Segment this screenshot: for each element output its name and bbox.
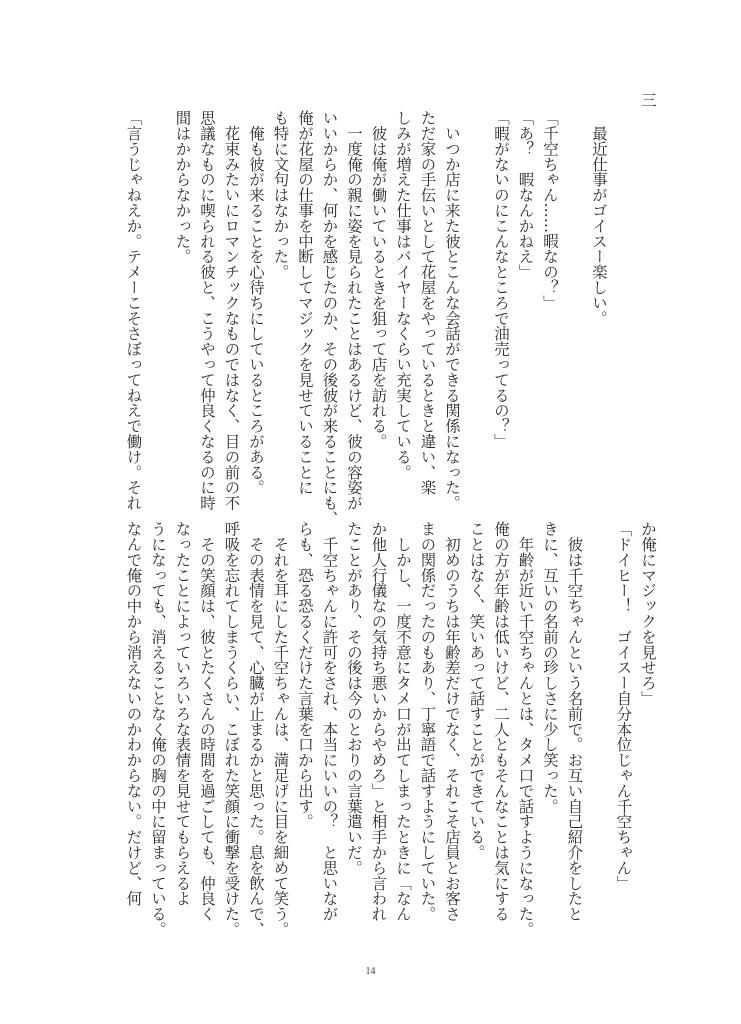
text-column: 俺の方が年齢は低いけど、二人ともそんなことは気にする	[492, 521, 510, 922]
text-column: しみが増えた仕事はバイヤーなくらい充実している。	[394, 110, 412, 480]
text-column: たことがあり、その後は今のとおりの言葉遣いだ。	[345, 521, 363, 876]
text-column: それを耳にした千空ちゃんは、満足げに目を細めて笑う。	[271, 521, 290, 937]
text-column: 彼は俺が働いているときを狙って店を訪れる。	[369, 110, 388, 449]
text-column: 千空ちゃんに許可をされ、本当にいいの？ と思いなが	[320, 521, 339, 922]
text-column: いつか店に来た彼とこんな会話ができる関係になった。	[443, 110, 461, 511]
text-column: らも、恐る恐るくだけた言葉を口から出す。	[296, 521, 314, 829]
page-number: 14	[365, 966, 376, 977]
text-column: 年齢が近い千空ちゃんとは、タメ口で話すようになった。	[516, 521, 535, 937]
text-column: 「ドイヒー！ ゴイスー自分本位じゃん千空ちゃん」	[614, 521, 633, 891]
text-column: か俺にマジックを見せろ」	[639, 521, 657, 706]
text-column: も特に文句はなかった。	[271, 110, 290, 280]
text-column: その表情を見て、心臓が止まるかと思った。息を飲んで、	[247, 521, 265, 937]
text-column: 俺も彼が来ることを心待ちにしているところがある。	[247, 110, 265, 495]
text-column: か他人行儀なの気持ち悪いからやめろ」と相手から言われ	[369, 521, 388, 922]
text-column: 「あ？ 暇なんかねえ」	[516, 110, 535, 280]
text-column: いいからか、何かを感じたのか、その後彼が来ることにも、	[320, 110, 339, 526]
text-column: ただ家の手伝いとして花屋をやっているときと違い、楽	[418, 110, 437, 495]
text-column: 「暇がないのにこんなところで油売ってるの？」	[492, 110, 510, 449]
text-column: 呼吸を忘れてしまうくらい、こぼれた笑顔に衝撃を受けた。	[222, 521, 241, 937]
text-column: 俺が花屋の仕事を中断してマジックを見せていることに	[296, 110, 314, 495]
text-column: なんで俺の中から消えないのかわからない。だけど、何	[124, 521, 143, 906]
text-column: その笑顔は、彼とたくさんの時間を過ごしても、仲良く	[198, 521, 216, 922]
text-column: なったことによっていろいろな表情を見せてもらえるよ	[173, 521, 192, 906]
text-column: 間はかからなかった。	[173, 110, 192, 264]
text-column: しかし、一度不意にタメ口が出てしまったときに「なん	[394, 521, 412, 922]
text-column: 一度俺の親に姿を見られたことはあるけど、彼の容姿が	[345, 110, 363, 511]
text-column: うになっても、消えることなく俺の胸の中に留まっている。	[149, 521, 167, 937]
text-column: 花束みたいにロマンチックなものではなく、目の前の不	[222, 110, 241, 511]
text-column: 彼は千空ちゃんという名前で。お互い自己紹介をしたと	[565, 521, 584, 922]
text-column: きに、互いの名前の珍しさに少し笑った。	[541, 521, 559, 814]
text-column: 思議なものに喫られる彼と、こうやって仲良くなるのに時	[198, 110, 216, 511]
text-column: まの関係だったのもあり、丁寧語で話すようにしていた。	[418, 521, 437, 922]
text-column: 初めのうちは年齢差だけでなく、それこそ店員とお客さ	[443, 521, 461, 922]
text-column: 最近仕事がゴイスー楽しい。	[590, 110, 608, 326]
text-column: 「千空ちゃん……暇なの？」	[541, 110, 559, 311]
chapter-heading: 三	[639, 92, 657, 108]
text-column: 「言うじゃねえか。テメーこそさぼってねえで働け。それ	[124, 110, 143, 511]
text-column: ことはなく、笑いあって話すことができている。	[467, 521, 486, 860]
